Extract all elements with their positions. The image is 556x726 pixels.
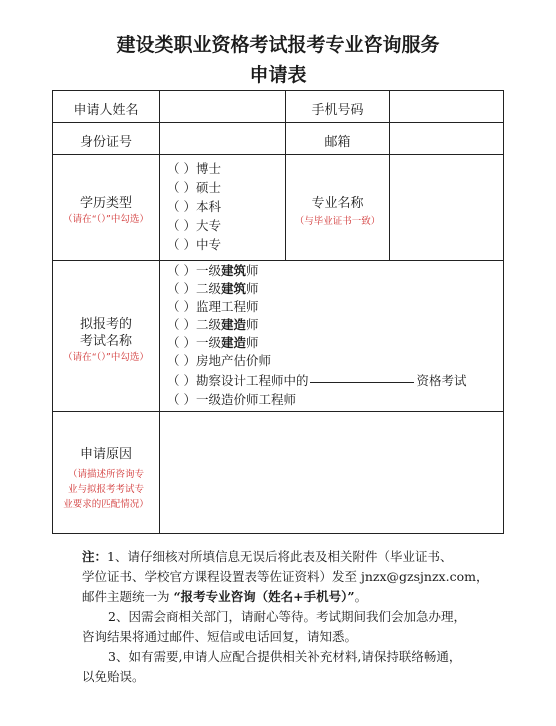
note-1-line-c: 邮件主题统一为 “报考专业咨询（姓名+手机号）”。 [82,589,368,604]
note-1-line-b: 学位证书、学校官方课程设置表等佐证资料）发至 jnzx@gzsjnzx.com， [82,569,489,584]
education-option-college[interactable]: （ ）大专 [167,218,221,233]
exam-option-first-class-architect[interactable]: （ ）一级建筑师 [167,263,259,278]
exam-option-real-estate-appraiser[interactable]: （ ）房地产估价师 [167,353,271,368]
notes-section [82,547,502,687]
phone-label: 手机号码 [311,103,364,118]
major-label: 专业名称 [311,196,364,211]
exam-option-supervision-engineer[interactable]: （ ）监理工程师 [167,299,259,314]
exam-option-second-class-constructor[interactable]: （ ）二级建造师 [167,317,259,332]
application-form-table [52,90,504,534]
reason-hint-line3: 业要求的匹配情况） [63,499,149,510]
exam-option-second-class-architect[interactable]: （ ）二级建筑师 [167,281,259,296]
reason-field[interactable] [160,412,503,533]
note-2-line-a: 2、因需会商相关部门，请耐心等待。考试期间我们会加急办理， [108,609,466,624]
form-title: 建设类职业资格考试报考专业咨询服务 [116,34,440,56]
applicant-name-field[interactable] [160,91,285,122]
email-label: 邮箱 [324,135,351,150]
reason-hint-line2: 业与拟报考考试专 [67,484,144,495]
note-3-line-a: 3、如有需要,申请人应配合提供相关补充材料,请保持联络畅通， [108,649,462,664]
exam-option-first-class-cost-engineer[interactable]: （ ）一级造价师工程师 [167,392,296,407]
exam-option-survey-design-engineer[interactable]: （ ）勘察设计工程师中的 资格考试 [167,373,467,388]
exam-hint: （请在“（）”中勾选） [63,352,149,363]
education-type-label: 学历类型 [79,196,132,211]
notes-lead: 注： [82,549,108,564]
education-option-master[interactable]: （ ）硕士 [167,180,221,195]
education-option-bachelor[interactable]: （ ）本科 [167,199,221,214]
major-hint: （与毕业证书一致） [294,216,381,227]
phone-field[interactable] [390,91,503,122]
id-number-field[interactable] [160,123,285,154]
note-3-line-b: 以免贻误。 [82,669,145,684]
reason-hint-line1: （请描述所咨询专 [67,469,144,480]
education-hint: （请在“（）”中勾选） [63,214,149,225]
education-option-secondary[interactable]: （ ）中专 [167,237,221,252]
exam-label-line2: 考试名称 [79,334,132,349]
applicant-name-label: 申请人姓名 [73,103,139,118]
education-option-phd[interactable]: （ ）博士 [167,161,221,176]
exam-specialty-blank[interactable] [310,382,414,383]
reason-label: 申请原因 [79,447,132,462]
form-subtitle: 申请表 [249,64,307,86]
major-field[interactable] [390,155,503,260]
email-field[interactable] [390,123,503,154]
exam-option-first-class-constructor[interactable]: （ ）一级建造师 [167,335,259,350]
exam-label-line1: 拟报考的 [79,317,132,332]
id-number-label: 身份证号 [79,135,132,150]
note-1-line-a: 注：1、请仔细核对所填信息无误后将此表及相关附件（毕业证书、 [82,549,453,564]
note-2-line-b: 咨询结果将通过邮件、短信或电话回复，请知悉。 [82,629,358,644]
